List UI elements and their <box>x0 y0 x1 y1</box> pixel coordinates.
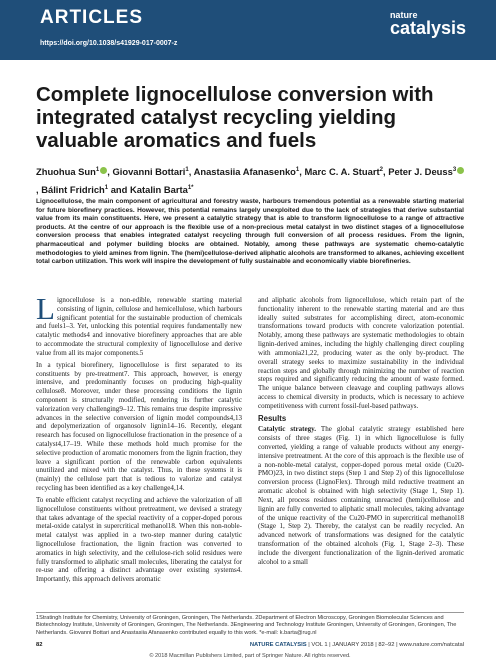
affiliation-mark: 1 <box>295 167 300 173</box>
affiliation-mark: 3 <box>452 167 457 173</box>
author-name[interactable]: Bálint Fridrich <box>41 184 105 196</box>
author-name[interactable]: Peter J. Deuss <box>388 166 453 178</box>
author-list: Zhuohua Sun$^1$ , Giovanni Bottari$^1$, Anastasiia Afanasenko$^1$, Marc C. A. Stuart$^2$, Peter J. Deuss$^3$, Bálint Fridrich$^1$ and Katalin Barta$^{1*}$ <box>36 162 466 198</box>
author-name[interactable]: Zhuohua Sun <box>36 166 96 178</box>
journal-name: NATURE CATALYSIS <box>249 642 307 648</box>
author-name[interactable]: Marc C. A. Stuart <box>304 166 380 178</box>
section-heading-results: Results <box>258 413 287 423</box>
body-column-right <box>258 296 464 569</box>
copyright: © 2018 Macmillan Publishers Limited, part of Springer Nature. All rights reserved. <box>149 653 351 659</box>
page-footer <box>36 642 464 659</box>
abstract: Lignocellulose, the main component of agricultural and forestry waste, harbours tremendous potential as a renewable starting material for future biorefinery practices. However, this potential remains largely unexploited due to the lack of strategies that derive substantial value from its main constituents. Here, we present a catalytic strategy that is able to transform lignocellulose to a range of attractive products. At the centre of our approach is the flexible use of a non-precious metal catalyst in two distinct stages of a lignocellulose conversion process that enables integrated catalyst recycling through full conversion of all process residues. From the lignin, pharmaceutical and polymer building blocks are obtained. Notably, among these pathways are systematic chemo-catalytic methodologies to yield amines from lignin. The (hemi)cellulose-derived aliphatic alcohols are transformed to alkanes, achieving excellent total carbon utilization. This work will inspire the development of fully sustainable and economically viable biorefineries. <box>36 198 464 266</box>
paragraph-text: The global catalytic strategy established here consists of three stages (Fig. 1) in which lignocellulose is fully converted, yielding a range of valuable products without any energy-intensive pretreatment. At the core of this approach is the flexible use of a non-noble-metal catalyst, copper-doped porous metal oxide (Cu20-PMO)23, in two distinct steps (Step 1 and Step 2) of this lignocellulose conversion process (LignoFlex). Through mild reductive treatment an aromatic alcohol is obtained with high selectivity (Stage 1, Step 1). Next, all process residues containing unreacted (hemi)cellulose and lignin are fully converted to aliphatic small molecules, taking advantage of the unique reactivity of the Cu20-PMO in supercritical methanol18 (Stage 1, Step 2). Thereby, the catalyst can be readily recycled. An advanced network of transformations was designed for the catalytic transformation of the obtained alcohols (Fig. 1, Stage 2–3). These include the divergent functionalization of the lignin-derived aromatic alcohol to a small <box>258 425 465 566</box>
affiliation-mark: 2 <box>379 167 383 173</box>
body-paragraph <box>36 291 242 358</box>
author-name[interactable]: Giovanni Bottari <box>112 166 186 178</box>
affiliations: 1Stratingh Institute for Chemistry, University of Groningen, Groningen, The Netherlands. 2Department of Electron Microscopy, Groningen Biomolecular Sciences and Biotechnology Institute, University of Groningen, Groningen, The Netherlands. 3Engineering and Technology Institute Groningen, University of Groningen, Groningen, The Netherlands. Giovanni Bottari and Anastasiia Afanasenko contributed equally to this work. *e-mail: k.barta@rug.nl <box>36 615 457 636</box>
body-column-left <box>36 291 242 587</box>
affiliation-mark: 1* <box>187 185 194 192</box>
body-paragraph: In a typical biorefinery, lignocellulose is first separated to its constituents by pre-treatment7. This approach, however, is energy intensive, and predominantly focuses on producing high-quality cellulose8. Moreover, under these processing conditions the lignin component is structurally modified, rendering its further catalytic valorization very challenging9–12. This remains true despite impressive advances in the selective conversion of lignin model compounds4,13 and depolymerization of organosolv lignin14–16. Recently, elegant research has focused on lignocellulose fractionation in the presence of a catalyst4,17–19. While these methods hold much promise for the selective production of aromatic monomers from the lignin fraction, they leave a significant portion of the renewable carbon equivalents unutilized and mixed with the catalyst. Thus, in these systems it is (mainly) the cellulose part that is tedious to valorize and catalyst recycling has been identified as a key challenge4,14. <box>36 360 242 493</box>
journal-header <box>0 0 496 60</box>
journal-logo <box>390 10 466 36</box>
issue-info: | VOL 1 | JANUARY 2018 | 82–92 | www.nature.com/natcatal <box>306 642 464 648</box>
author-name[interactable]: Katalin Barta <box>130 184 188 196</box>
author-name[interactable]: Anastasiia Afanasenko <box>193 166 296 178</box>
affiliation-mark: 1 <box>185 167 189 173</box>
page-number: 82 <box>36 642 43 648</box>
article-type: ARTICLES <box>40 7 143 28</box>
orcid-icon[interactable] <box>100 167 107 174</box>
paragraph-text: ignocellulose is a non-edible, renewable starting material consisting of lignin, cellulose and hemicellulose, which harbours significant potential for the sustainable production of chemicals and fuels1–3. Yet, unlocking this potential requires fundamentally new catalytic methods4 and innovative biorefinery approaches that are able to accommodate the structural complexity of lignocellulose and derive value from all its major components.5 <box>36 296 242 357</box>
orcid-icon[interactable] <box>457 167 464 174</box>
article-title: Complete lignocellulose conversion with integrated catalyst recycling yielding valuable aromatics and fuels <box>36 83 434 152</box>
journal-reference <box>250 642 464 648</box>
affiliation-mark: 1 <box>104 185 109 192</box>
body-paragraph <box>258 425 464 566</box>
drop-cap: L <box>36 291 55 326</box>
affiliation-mark: 1 <box>95 167 100 173</box>
body-paragraph: and aliphatic alcohols from lignocellulose, which retain part of the functionality inherent to the renewable starting material and are thus ideally suited substrates for accomplishing direct, atom-economic transformations toward products with concrete valorization potential. Notably, among these pathways are systematic methodologies to obtain lignin-derived amines, including the highly challenging direct coupling with ammonia21,22, producing water as the only by-product. The overall strategy seeks to maximize sustainability in the individual reaction steps and globally through minimizing the number of reaction steps required and significantly reducing the amount of waste formed. The unique balance between cleavage and coupling pathways allows access to chemical diversity in products, which is necessary to achieve competitiveness with current fossil-fuel-based pathways. <box>258 296 464 410</box>
logo-line-1: nature <box>389 10 418 20</box>
doi-link[interactable]: https://doi.org/10.1038/s41929-017-0007-z <box>40 40 178 47</box>
footnote-divider <box>36 612 464 613</box>
paragraph-lead: Catalytic strategy. <box>258 425 317 434</box>
body-paragraph: To enable efficient catalyst recycling and achieve the valorization of all lignocellulose constituents without pretreatment, we devised a strategy that takes advantage of the special reactivity of a copper-doped porous metal-oxide catalyst in supercritical methanol18. When this non-noble-metal catalyst was applied in a two-step manner during catalytic lignocellulose fractionation, the lignin fraction was converted to aromatics in high selectivity, and the cellulose-rich solid residues were fully transformed to aliphatic small molecules, liberating the catalyst for re-use and offering a distinct advantage over existing systems4. Importantly, this approach delivers aromatic <box>36 495 242 584</box>
logo-line-2: catalysis <box>389 18 466 38</box>
